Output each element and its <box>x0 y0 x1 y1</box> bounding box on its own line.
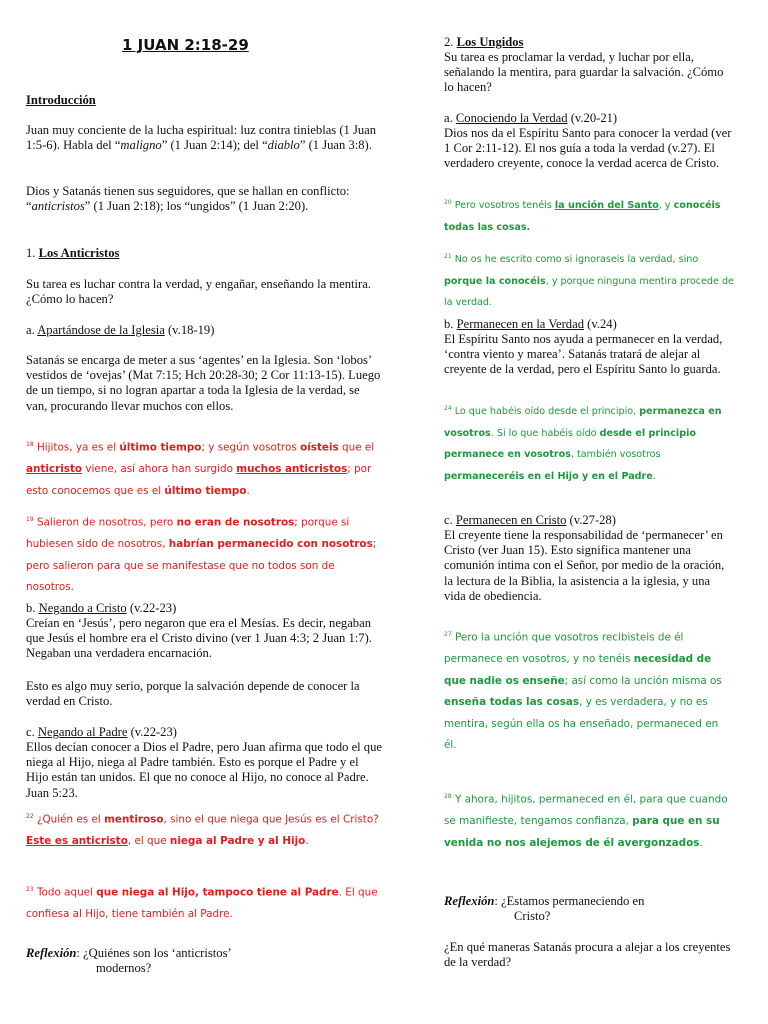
subsection-b-paragraph-2: Esto es algo muy serio, porque la salvación depende de conocer la verdad en Cristo. <box>26 679 360 709</box>
subsection-b-paragraph: Creían en ‘Jesús’, pero negaron que era el Mesías. Es decir, negaban que Jesús el hombre era el Cristo divino (ver 1 Juan 4:3; 2 Juan 1:7). Negaban una verdadera encarnación. <box>26 616 372 661</box>
verse-23: $^{23}$ Todo aquel que niega al Hijo, tampoco tiene al Padre. El que confiesa al Hijo, tiene también al Padre. <box>26 886 378 921</box>
verse-21: $^{21}$ No os he escrito como si ignoraseis la verdad, sino porque la conocéis, y porque ninguna mentira procede de la verdad. <box>444 253 734 309</box>
intro-paragraph-1: Juan muy conciente de la lucha espiritual: luz contra tinieblas (1 Juan 1:5-6). Habla del “maligno” (1 Juan 2:14); del “diablo” (1 Juan 3:8). <box>26 123 377 153</box>
reflexion-question: ¿En qué maneras Satanás procura a alejar a los creyentes de la verdad? <box>444 940 731 970</box>
verse-22: $^{22}$ ¿Quién es el mentiroso, sino el que niega que Jesús es el Cristo? Este es anticristo, el que niega al Padre y al Hijo. <box>26 813 379 848</box>
right-subsection-a-heading: a. Conociendo la Verdad (v.20-21) <box>444 111 618 125</box>
intro-heading: Introducción <box>26 93 96 107</box>
verse-18: $^{18}$ Hijitos, ya es el último tiempo; y según vosotros oísteis que el anticristo viene, así ahora han surgido muchos anticristos; por esto conocemos que es el último tiempo. <box>26 441 375 497</box>
right-subsection-c-paragraph: El creyente tiene la responsabilidad de ‘permanecer’ en Cristo (ver Juan 15). Esto significa mantener una comunión intima con el Señor, por medio de la oración, la lectura de la Biblia, la asistencia a la iglesia, y una vida de obediencia. <box>444 528 725 603</box>
reflexion-right: Reflexión: ¿Estamos permaneciendo en Cristo? <box>444 894 645 924</box>
right-subsection-b-heading: b. Permanecen en la Verdad (v.24) <box>444 317 617 331</box>
subsection-b-heading: b. Negando a Cristo (v.22-23) <box>26 601 177 615</box>
verse-28: $^{28}$ Y ahora, hijitos, permaneced en él, para que cuando se manifieste, tengamos confianza, para que en su venida no nos alejemos de él avergonzados. <box>444 793 728 849</box>
section-1-heading: 1. Los Anticristos <box>26 246 120 260</box>
section-2-paragraph: Su tarea es proclamar la verdad, y luchar por ella, señalando la mentira, para guardar la salvación. ¿Cómo lo hacen? <box>444 50 724 95</box>
subsection-c-paragraph: Ellos decían conocer a Dios el Padre, pero Juan afirma que todo el que niega al Hijo, niega al Padre también. Esto es porque el Padre y el Hijo están tan unidos. El que no conoce al Hijo, no conoce al Padre. Juan 5:23. <box>26 740 382 800</box>
page-title: 1 JUAN 2:18-29 <box>122 36 249 54</box>
right-subsection-b-paragraph: El Espíritu Santo nos ayuda a permanecer en la verdad, ‘contra viento y marea’. Satanás tratará de alejar al creyente de la verdad, pero el Espíritu Santo lo guarda. <box>444 332 723 377</box>
verse-20: $^{20}$ Pero vosotros tenéis la unción del Santo, y conocéis todas las cosas. <box>444 199 721 233</box>
section-1-paragraph: Su tarea es luchar contra la verdad, y engañar, enseñando la mentira. ¿Cómo lo hacen? <box>26 277 371 307</box>
subsection-a-heading: a. Apartándose de la Iglesia (v.18-19) <box>26 323 215 337</box>
section-2-heading: 2. Los Ungidos <box>444 35 524 49</box>
right-subsection-a-paragraph: Dios nos da el Espíritu Santo para conocer la verdad (ver 1 Cor 2:11-12). El nos guía a toda la verdad (v.27). El verdadero creyente, conoce la verdad acerca de Cristo. <box>444 126 732 171</box>
intro-paragraph-2: Dios y Satanás tienen sus seguidores, que se hallan en conflicto: “anticristos” (1 Juan 2:18); los “ungidos” (1 Juan 2:20). <box>26 184 350 214</box>
verse-24: $^{24}$ Lo que habéis oído desde el principio, permanezca en vosotros. Si lo que habéis oído desde el principio permanece en vosotros, también vosotros permaneceréis en el Hijo y en el Padre. <box>444 405 722 482</box>
right-subsection-c-heading: c. Permanecen en Cristo (v.27-28) <box>444 513 616 527</box>
verse-27: $^{27}$ Pero la unción que vosotros recibisteis de él permanece en vosotros, y no tenéis necesidad de que nadie os enseñe; así como la unción misma os enseña todas las cosas, y es verdadera, y no es mentira, según ella os ha enseñado, permaneced en él. <box>444 631 722 752</box>
subsection-a-paragraph: Satanás se encarga de meter a sus ‘agentes’ en la Iglesia. Son ‘lobos’ vestidos de ‘ovejas’ (Mat 7:15; Hch 20:28-30; 2 Cor 11:13-15). Luego de un tiempo, si no logran apartar a toda la Iglesia de la verdad, se van, procurando llevar muchos con ellos. <box>26 353 381 413</box>
subsection-c-heading: c. Negando al Padre (v.22-23) <box>26 725 177 739</box>
verse-19: $^{19}$ Salieron de nosotros, pero no eran de nosotros; porque si hubiesen sido de nosotros, habrían permanecido con nosotros; pero salieron para que se manifestase que no todos son de nosotros. <box>26 516 377 594</box>
reflexion-left: Reflexión: ¿Quiénes son los ‘anticristos’ modernos? <box>26 946 232 976</box>
